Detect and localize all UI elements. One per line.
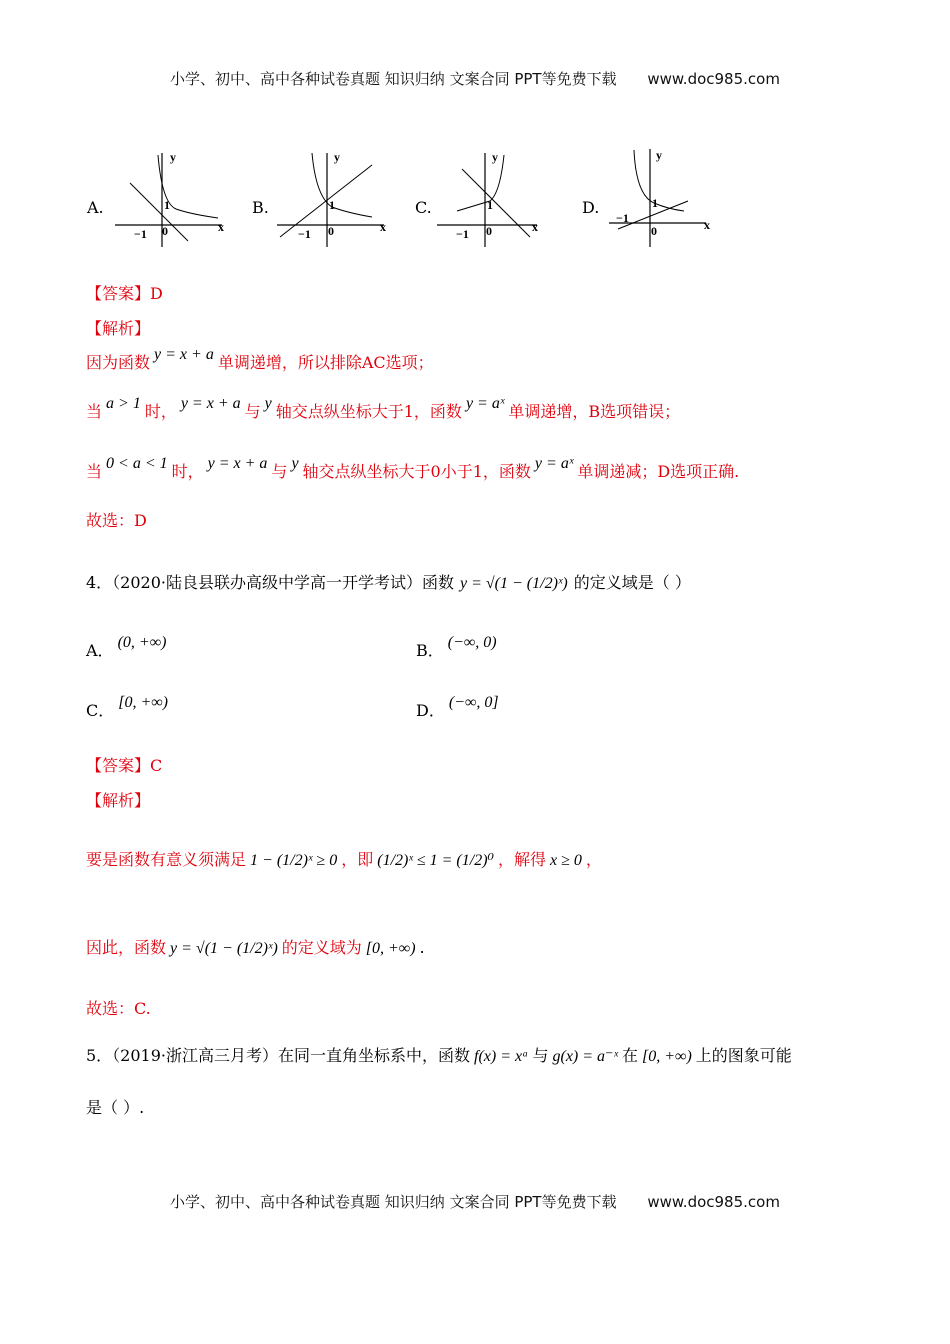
graph-a-x-label: x [218, 220, 224, 234]
graph-a-y-label: y [170, 150, 176, 164]
graph-a-label: A. [87, 198, 104, 217]
graph-c-y-label: y [492, 150, 498, 164]
header-text: 小学、初中、高中各种试卷真题 知识归纳 文案合同 PPT等免费下载 [170, 70, 617, 88]
graph-b-zero-label: 0 [328, 224, 334, 238]
q4-option-b[interactable]: B． (−∞, 0) [416, 634, 497, 660]
graph-b [272, 145, 397, 250]
q4-option-a[interactable]: A． (0, +∞) [86, 634, 167, 660]
q4-analysis-line-2: 因此，函数 y = √(1 − (1/2)ˣ) 的定义域为 [0, +∞) . [86, 938, 425, 957]
q4-analysis-line-1: 要是函数有意义须满足 1 − (1/2)ˣ ≥ 0 ，即 (1/2)ˣ ≤ 1 = (1/2)⁰ ，解得 x ≥ 0 ， [86, 850, 602, 869]
graph-b-one-label: 1 [329, 198, 335, 212]
q3-answer: 【答案】D [86, 284, 163, 303]
graph-b-x-label: x [380, 220, 386, 234]
graph-b-y-label: y [334, 150, 340, 164]
math-sqrt-func: y = √(1 − (1/2)ˣ) [460, 575, 568, 592]
math-y-eq-x-plus-a: y = x + a [154, 346, 214, 363]
graph-d-one-label: 1 [652, 196, 658, 210]
graph-c-zero-label: 0 [486, 224, 492, 238]
q5-stem: 5．（2019·浙江高三月考）在同一直角坐标系中，函数 f(x) = xᵃ 与 g(x) = a⁻ˣ 在 [0, +∞) 上的图象可能 [86, 1046, 792, 1065]
q4-option-d[interactable]: D． (−∞, 0] [416, 694, 499, 720]
q3-analysis-title: 【解析】 [86, 319, 151, 338]
q3-analysis-line-1: 因为函数 y = x + a 单调递增，所以排除AC选项； [86, 346, 434, 372]
graph-c-neg1-label: −1 [456, 227, 469, 241]
page-footer [0, 1191, 950, 1212]
graph-a-neg1-label: −1 [134, 227, 147, 241]
page-header [0, 68, 950, 89]
graph-c-label: C. [415, 198, 432, 217]
graph-d-zero-label: 0 [651, 224, 657, 238]
header-site-link[interactable]: www.doc985.com [647, 70, 780, 88]
q4-option-c[interactable]: C． [0, +∞) [86, 694, 169, 720]
q3-analysis-line-2: 当 a > 1 时， y = x + a 与 y 轴交点纵坐标大于1，函数 y = aˣ 单调递增，B选项错误； [86, 395, 681, 421]
q4-choose: 故选：C. [86, 999, 151, 1018]
graph-d-neg1-label: −1 [616, 211, 629, 225]
graph-d-x-label: x [704, 218, 710, 232]
q4-answer: 【答案】C [86, 756, 163, 775]
footer-site-link[interactable]: www.doc985.com [647, 1193, 780, 1211]
graph-a [110, 145, 235, 250]
q4-analysis-title: 【解析】 [86, 791, 151, 810]
q3-choose: 故选：D [86, 511, 147, 530]
graph-d-y-label: y [656, 148, 662, 162]
graph-d [604, 145, 719, 250]
graph-b-neg1-label: −1 [298, 227, 311, 241]
footer-text: 小学、初中、高中各种试卷真题 知识归纳 文案合同 PPT等免费下载 [170, 1193, 617, 1211]
graph-b-label: B. [252, 198, 269, 217]
graph-c-x-label: x [532, 220, 538, 234]
graph-c [432, 145, 557, 250]
q4-stem: 4．（2020·陆良县联办高级中学高一开学考试）函数 y = √(1 − (1/2)ˣ) 的定义域是（ ） [86, 573, 691, 592]
graph-a-one-label: 1 [164, 198, 170, 212]
graph-a-zero-label: 0 [162, 224, 168, 238]
q3-analysis-line-3: 当 0 < a < 1 时， y = x + a 与 y 轴交点纵坐标大于0小于1，函数 y = aˣ 单调递减；D选项正确. [86, 455, 740, 481]
graph-c-one-label: 1 [487, 198, 493, 212]
graph-d-label: D. [582, 198, 600, 217]
q5-stem-end: 是（ ）. [86, 1098, 145, 1117]
